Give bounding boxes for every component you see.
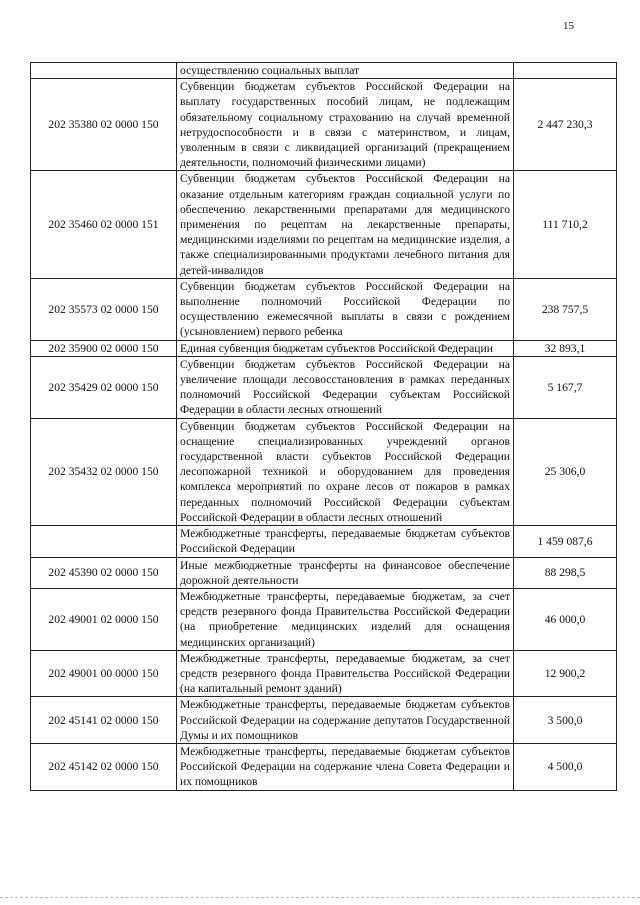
table-row bbox=[31, 356, 617, 418]
row-code: 202 35429 02 0000 150 bbox=[31, 356, 177, 418]
budget-revenue-table bbox=[30, 62, 617, 791]
row-description: Субвенции бюджетам субъектов Российской Федерации на увеличение площади лесовосстановления в рамках переданных полномочий Российской Федерации субъектам Российской Федерации в области лесных отношений bbox=[177, 356, 514, 418]
row-description: Субвенции бюджетам субъектов Российской Федерации на оказание отдельным категориям граждан социальной услуги по обеспечению лекарственными препаратами для медицинского применения по рецептам на лекарственные препараты, медицинскими изделиями по рецептам на медицинские изделия, а также специализированными продуктами лечебного питания для детей-инвалидов bbox=[177, 171, 514, 278]
row-amount: 32 893,1 bbox=[514, 340, 617, 356]
table-row bbox=[31, 588, 617, 650]
row-code: 202 45142 02 0000 150 bbox=[31, 743, 177, 790]
row-code: 202 35432 02 0000 150 bbox=[31, 418, 177, 525]
row-amount: 5 167,7 bbox=[514, 356, 617, 418]
table-row bbox=[31, 171, 617, 278]
row-amount: 4 500,0 bbox=[514, 743, 617, 790]
table-row bbox=[31, 650, 617, 697]
row-description: Межбюджетные трансферты, передаваемые бюджетам, за счет средств резервного фонда Правительства Российской Федерации (на приобретение медицинских изделий для оснащения медицинских организаций) bbox=[177, 588, 514, 650]
row-description: Единая субвенция бюджетам субъектов Российской Федерации bbox=[177, 340, 514, 356]
page-number: 15 bbox=[563, 20, 574, 32]
page-bottom-edge bbox=[0, 897, 640, 899]
row-amount: 2 447 230,3 bbox=[514, 79, 617, 171]
table-row-continuation bbox=[31, 63, 617, 79]
row-amount: 238 757,5 bbox=[514, 278, 617, 340]
row-amount: 3 500,0 bbox=[514, 697, 617, 744]
row-code bbox=[31, 526, 177, 557]
row-code: 202 49001 02 0000 150 bbox=[31, 588, 177, 650]
row-amount: 1 459 087,6 bbox=[514, 526, 617, 557]
table-body bbox=[31, 63, 617, 791]
row-amount: 111 710,2 bbox=[514, 171, 617, 278]
table-row bbox=[31, 340, 617, 356]
table-row bbox=[31, 557, 617, 588]
row-description: Межбюджетные трансферты, передаваемые бюджетам субъектов Российской Федерации bbox=[177, 526, 514, 557]
table-row bbox=[31, 697, 617, 744]
table-row bbox=[31, 743, 617, 790]
row-code bbox=[31, 63, 177, 79]
table-row bbox=[31, 418, 617, 525]
row-description: Межбюджетные трансферты, передаваемые бюджетам, за счет средств резервного фонда Правительства Российской Федерации (на капитальный ремонт зданий) bbox=[177, 650, 514, 697]
row-code: 202 35380 02 0000 150 bbox=[31, 79, 177, 171]
row-code: 202 35573 02 0000 150 bbox=[31, 278, 177, 340]
row-description: Субвенции бюджетам субъектов Российской Федерации на выполнение полномочий Российской Федерации по осуществлению ежемесячной выплаты в связи с рождением (усыновлением) первого ребенка bbox=[177, 278, 514, 340]
row-description: Межбюджетные трансферты, передаваемые бюджетам субъектов Российской Федерации на содержание депутатов Государственной Думы и их помощников bbox=[177, 697, 514, 744]
row-amount: 25 306,0 bbox=[514, 418, 617, 525]
row-amount bbox=[514, 63, 617, 79]
table-row bbox=[31, 526, 617, 557]
row-code: 202 45141 02 0000 150 bbox=[31, 697, 177, 744]
row-code: 202 49001 00 0000 150 bbox=[31, 650, 177, 697]
row-description: Межбюджетные трансферты, передаваемые бюджетам субъектов Российской Федерации на содержание члена Совета Федерации и их помощников bbox=[177, 743, 514, 790]
row-description: Субвенции бюджетам субъектов Российской Федерации на выплату государственных пособий лицам, не подлежащим обязательному социальному страхованию на случай временной нетрудоспособности и в связи с материнством, и лицам, уволенным в связи с ликвидацией организаций (прекращением деятельности, полномочий физическими лицами) bbox=[177, 79, 514, 171]
row-amount: 12 900,2 bbox=[514, 650, 617, 697]
row-description: Иные межбюджетные трансферты на финансовое обеспечение дорожной деятельности bbox=[177, 557, 514, 588]
row-code: 202 35900 02 0000 150 bbox=[31, 340, 177, 356]
row-code: 202 45390 02 0000 150 bbox=[31, 557, 177, 588]
row-amount: 46 000,0 bbox=[514, 588, 617, 650]
table-row bbox=[31, 278, 617, 340]
row-code: 202 35460 02 0000 151 bbox=[31, 171, 177, 278]
row-amount: 88 298,5 bbox=[514, 557, 617, 588]
table-row bbox=[31, 79, 617, 171]
row-description: осуществлению социальных выплат bbox=[177, 63, 514, 79]
row-description: Субвенции бюджетам субъектов Российской Федерации на оснащение специализированных учреждений органов государственной власти субъектов Российской Федерации лесопожарной техникой и оборудованием для проведения комплекса мероприятий по охране лесов от пожаров в рамках переданных полномочий Российской Федерации субъектам Российской Федерации в области лесных отношений bbox=[177, 418, 514, 525]
